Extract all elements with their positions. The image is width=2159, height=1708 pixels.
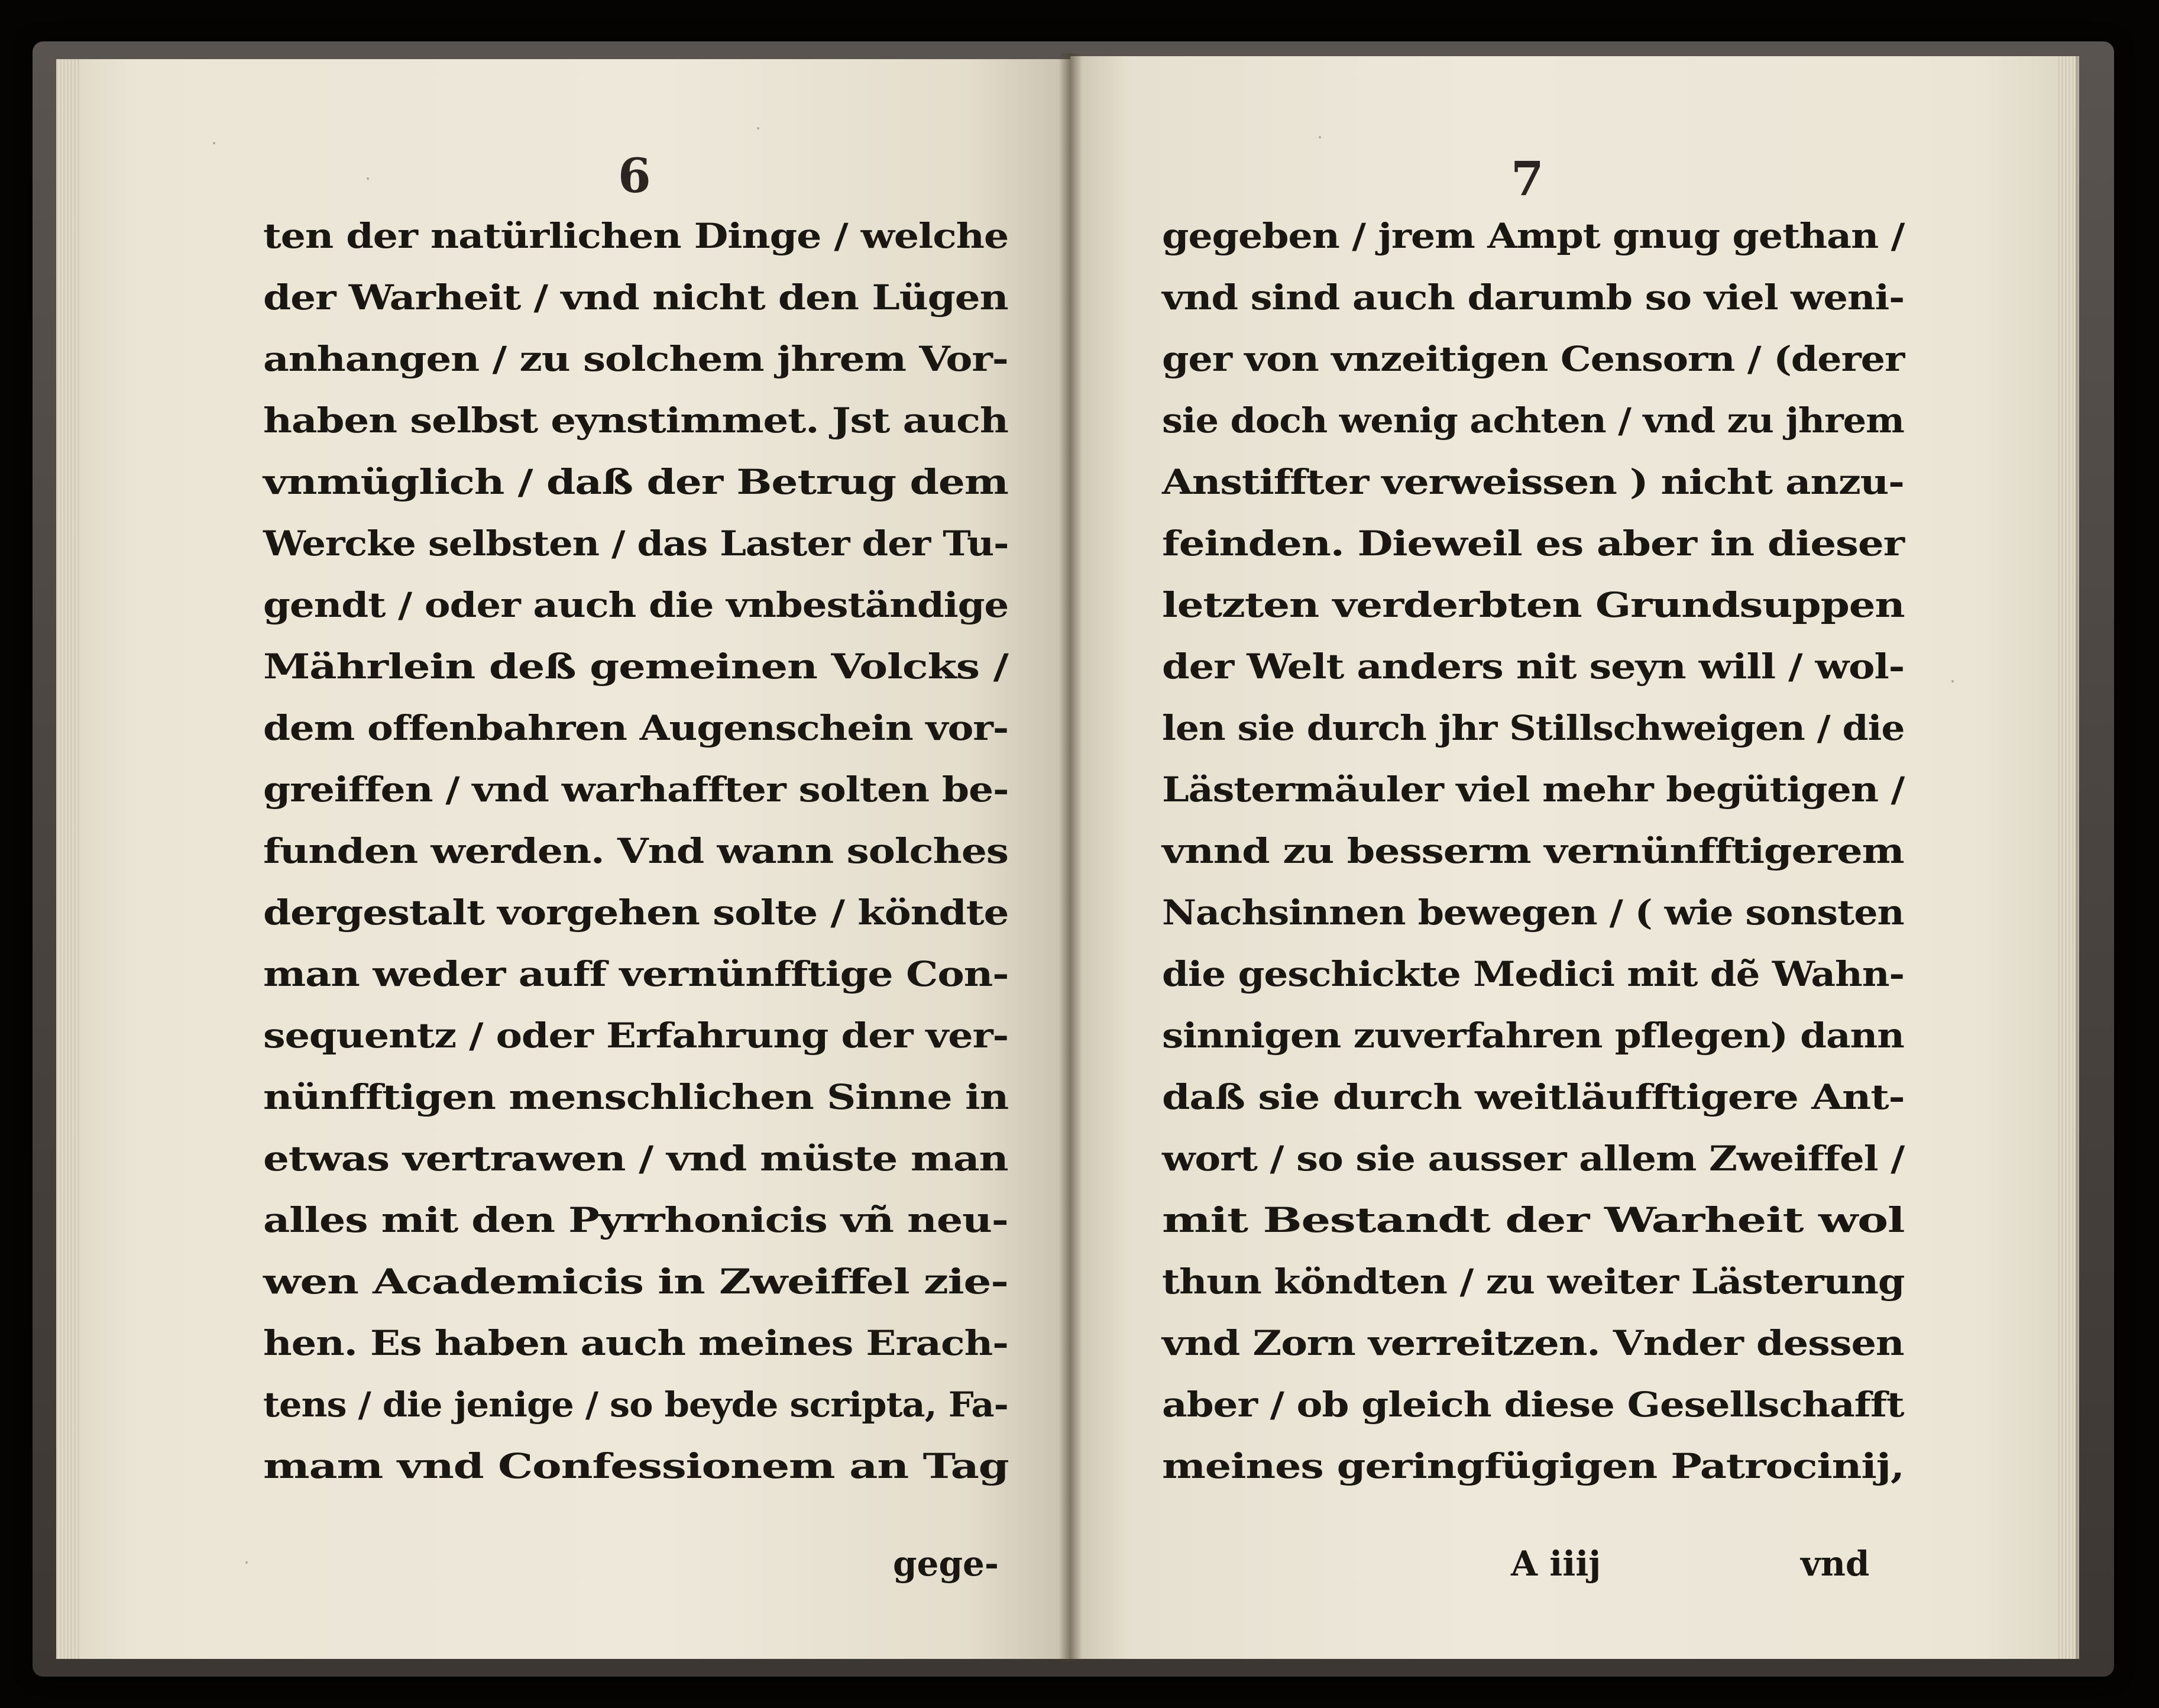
left-page-text-line: tens / die jenige / so beyde scripta, Fa- — [263, 1384, 1008, 1425]
paper-speck — [1951, 680, 1954, 682]
left-page-edges — [56, 59, 80, 1659]
paper-speck — [213, 142, 215, 144]
book-gutter — [1059, 53, 1082, 1662]
left-page-text-line: greiffen / vnd warhaffter solten be- — [263, 769, 1009, 810]
left-page-text-line: etwas vertrawen / vnd müste man — [263, 1138, 1008, 1179]
right-page-edges — [2058, 56, 2079, 1659]
left-page-text-line: Mährlein deß gemeinen Volcks / — [263, 646, 1008, 687]
left-page-text-line: funden werden. Vnd wann solches — [263, 831, 1008, 871]
paper-speck — [757, 127, 759, 130]
right-page-text-line: Lästermäuler viel mehr begütigen / — [1162, 769, 1905, 810]
left-page-text-line: Wercke selbsten / das Laster der Tu- — [263, 523, 1009, 564]
left-page-text-line: vnmüglich / daß der Betrug dem — [263, 462, 1008, 502]
left-page-text-line: mam vnd Confessionem an Tag — [263, 1446, 1009, 1486]
right-page-text-line: len sie durch jhr Stillschweigen / die — [1162, 708, 1905, 748]
right-page-text-line: die geschickte Medici mit dẽ Wahn- — [1162, 954, 1905, 994]
right-page-text-line: Anstiffter verweissen ) nicht anzu- — [1162, 462, 1904, 502]
right-page-text-line: Nachsinnen bewegen / ( wie sonsten — [1162, 892, 1904, 933]
left-page-text-line: nünfftigen menschlichen Sinne in — [263, 1077, 1008, 1117]
right-page-text-line: meines geringfügigen Patrocinij, — [1162, 1446, 1904, 1486]
right-page-text-line: sinnigen zuverfahren pflegen) dann — [1162, 1015, 1904, 1056]
right-page-text-line: gegeben / jrem Ampt gnug gethan / — [1162, 216, 1905, 256]
left-page-text-line: hen. Es haben auch meines Erach- — [263, 1323, 1008, 1363]
right-page-text-line: mit Bestandt der Warheit wol — [1162, 1200, 1905, 1240]
left-page-number: 6 — [618, 148, 651, 203]
left-page-text-line: anhangen / zu solchem jhrem Vor- — [263, 339, 1008, 379]
left-page-text-line: alles mit den Pyrrhonicis vñ neu- — [263, 1200, 1008, 1240]
right-page-text-line: daß sie durch weitläufftigere Ant- — [1162, 1077, 1905, 1117]
right-page-text-line: sie doch wenig achten / vnd zu jhrem — [1162, 400, 1904, 441]
left-catchword: gege- — [893, 1544, 999, 1584]
right-page-text-line: letzten verderbten Grundsuppen — [1162, 585, 1905, 625]
right-page-number: 7 — [1511, 151, 1544, 206]
right-page-text-line: vnd sind auch darumb so viel weni- — [1162, 277, 1905, 318]
left-page-text-line: sequentz / oder Erfahrung der ver- — [263, 1015, 1009, 1056]
left-page-text-line: ten der natürlichen Dinge / welche — [263, 216, 1009, 256]
right-page-text-line: wort / so sie ausser allem Zweiffel / — [1162, 1138, 1905, 1179]
left-page-text-line: man weder auff vernünfftige Con- — [263, 954, 1009, 994]
right-page-text-line: aber / ob gleich diese Gesellschafft — [1162, 1384, 1904, 1425]
left-page-text-line: dem offenbahren Augenschein vor- — [263, 708, 1009, 748]
right-page-text-line: feinden. Dieweil es aber in dieser — [1162, 523, 1904, 564]
right-signature-mark: A iiij — [1511, 1544, 1601, 1584]
left-page-text-line: wen Academicis in Zweiffel zie- — [263, 1261, 1008, 1302]
right-catchword: vnd — [1801, 1544, 1870, 1584]
right-page-text-line: vnnd zu besserm vernünfftigerem — [1162, 831, 1904, 871]
right-page-text-line: ger von vnzeitigen Censorn / (derer — [1162, 339, 1905, 379]
right-page-text-line: der Welt anders nit seyn will / wol- — [1162, 646, 1905, 687]
left-page-text-line: dergestalt vorgehen solte / köndte — [263, 892, 1009, 933]
left-page-text-line: haben selbst eynstimmet. Jst auch — [263, 400, 1008, 441]
paper-speck — [367, 177, 369, 180]
right-page-text-line: thun köndten / zu weiter Lästerung — [1162, 1261, 1905, 1302]
right-page-text-line: vnd Zorn verreitzen. Vnder dessen — [1162, 1323, 1904, 1363]
left-page-text-line: gendt / oder auch die vnbeständige — [263, 585, 1009, 625]
paper-speck — [1319, 136, 1321, 138]
left-page-text-line: der Warheit / vnd nicht den Lügen — [263, 277, 1008, 318]
paper-speck — [245, 1561, 248, 1564]
